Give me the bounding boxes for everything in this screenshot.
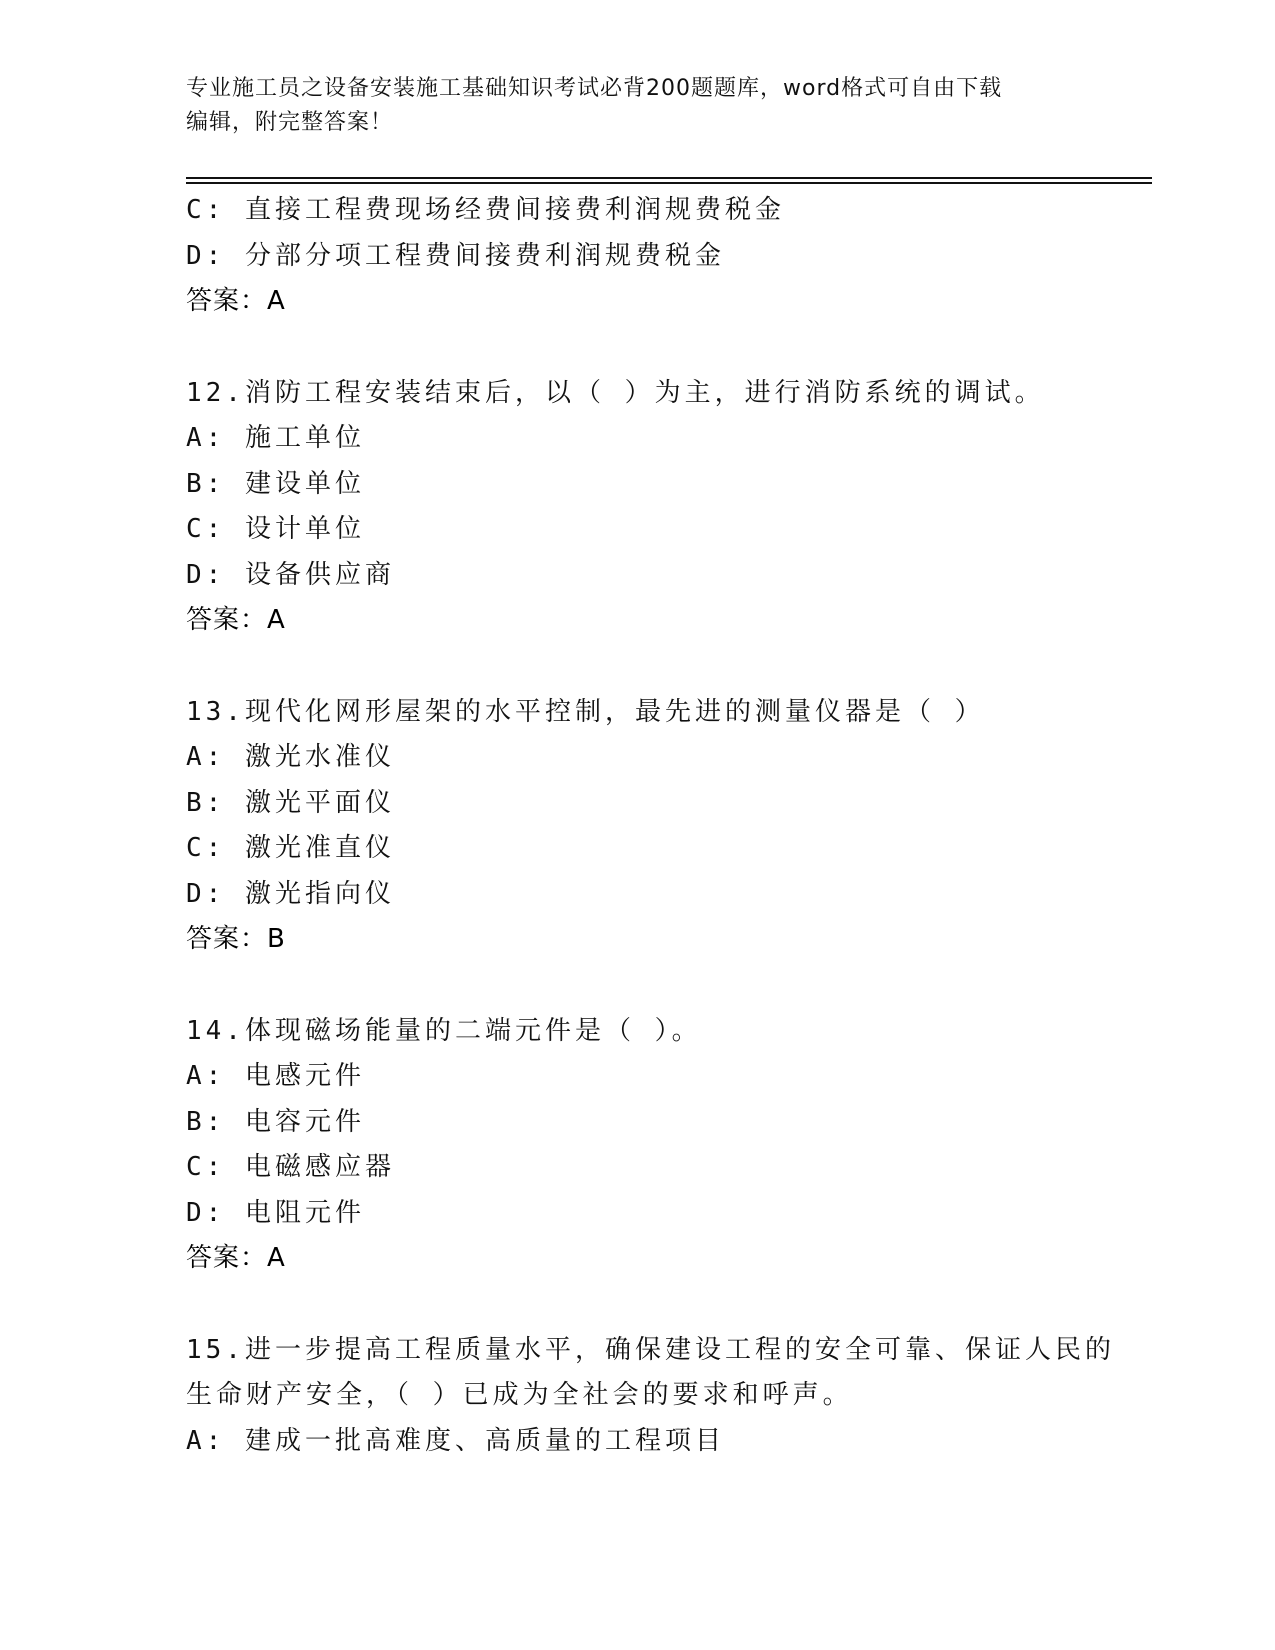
block-spacer [186,963,1086,1009]
question-text-line-1: 15.进一步提高工程质量水平，确保建设工程的安全可靠、保证人民的 [186,1334,1115,1365]
option-d: D: 激光指向仪 [186,878,395,909]
answer-line: 答案：A [186,1243,286,1273]
block-spacer [186,325,1086,371]
option-a: A: 建成一批高难度、高质量的工程项目 [186,1425,725,1456]
option-a: A: 施工单位 [186,423,365,453]
option-b: B: 电容元件 [186,1106,365,1137]
option-b: B: 建设单位 [186,468,365,499]
option-d: D: 电阻元件 [186,1197,365,1228]
question-text: 13.现代化网形屋架的水平控制，最先进的测量仪器是（ ） [186,696,985,727]
header-line-2: 编辑，附完整答案！ [186,110,394,135]
block-spacer [186,644,1086,690]
option-b: B: 激光平面仪 [186,787,395,818]
option-a: A: 激光水准仪 [186,742,395,772]
header-rule-bottom [186,182,1152,184]
option-d: D: 设备供应商 [186,559,395,590]
option-c: C: 激光准直仪 [186,833,395,863]
answer-line: 答案：A [186,286,286,316]
header-line-1: 专业施工员之设备安装施工基础知识考试必背200题题库，word格式可自由下载 [186,76,1003,101]
option-c: C: 电磁感应器 [186,1152,395,1182]
option-c: C: 设计单位 [186,514,365,544]
option-c: C: 直接工程费现场经费间接费利润规费税金 [186,195,785,225]
question-block-14 [186,1009,1086,1282]
header-rule-top [186,177,1152,179]
document-header [186,72,1086,140]
question-block-11 [186,188,1086,325]
question-content [186,188,1115,1464]
question-text: 14.体现磁场能量的二端元件是（ ）。 [186,1015,702,1046]
question-text-line-2: 生命财产安全，（ ）已成为全社会的要求和呼声。 [186,1380,853,1410]
answer-line: 答案：B [186,924,286,954]
question-block-12 [186,371,1086,644]
question-text: 12.消防工程安装结束后，以（ ）为主，进行消防系统的调试。 [186,377,1045,408]
option-a: A: 电感元件 [186,1061,365,1091]
question-block-15 [186,1328,1115,1465]
block-spacer [186,1282,1086,1328]
option-d: D: 分部分项工程费间接费利润规费税金 [186,240,725,271]
answer-line: 答案：A [186,605,286,635]
question-block-13 [186,690,1086,963]
